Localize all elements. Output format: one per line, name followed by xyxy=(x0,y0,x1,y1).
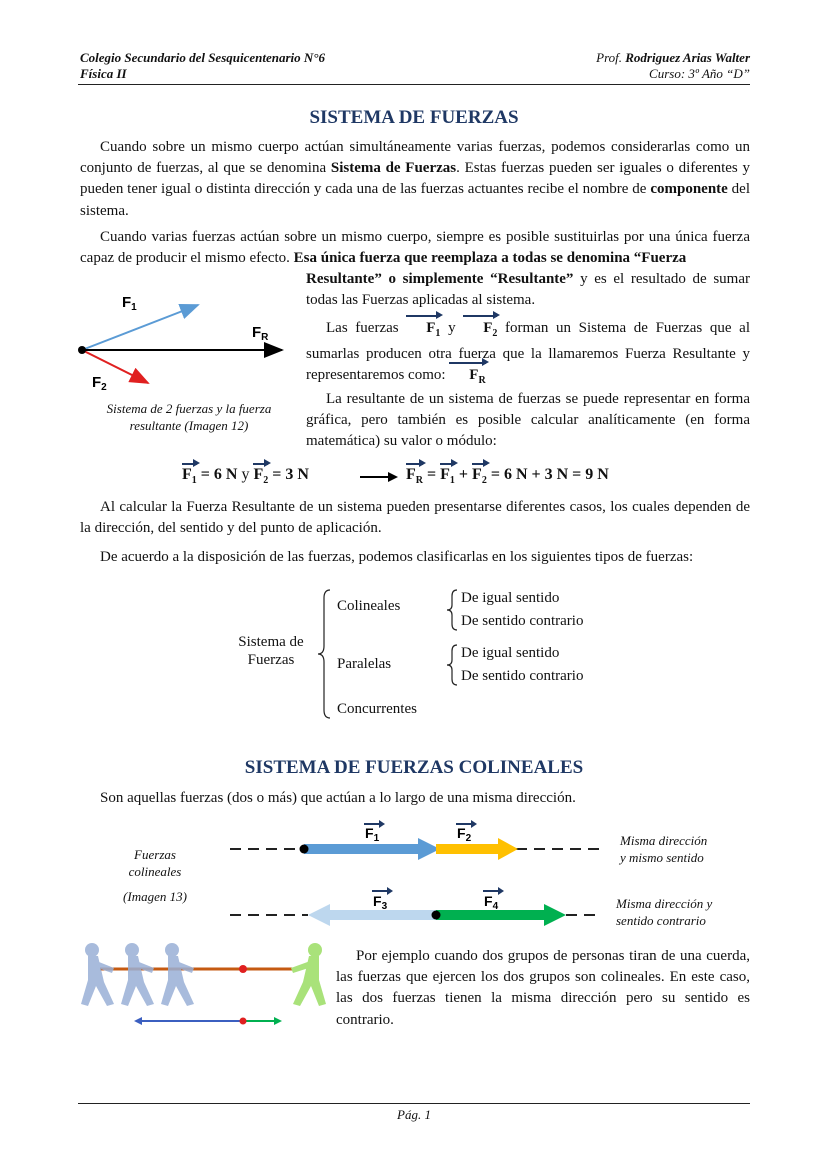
paragraph-6: De acuerdo a la disposición de las fuerzas, podemos clasificarlas en los siguientes tipos de fuerzas: xyxy=(100,549,694,565)
tree-col-igual: De igual sentido xyxy=(461,590,560,606)
footer-rule xyxy=(78,1103,750,1104)
figure13-right-label-2: Misma dirección y sentido contrario xyxy=(616,896,713,928)
svg-text:F2: $F_2$ xyxy=(457,825,472,844)
svg-text:F3: $F_3$ xyxy=(373,893,388,912)
tree-par-contrario: De sentido contrario xyxy=(461,668,584,684)
tug-of-war-illustration xyxy=(80,938,330,1030)
school-name: Colegio Secundario del Sesquicentenario N°6 xyxy=(80,50,325,65)
figure13-left-label: Fuerzas colineales (Imagen 13) xyxy=(123,847,187,904)
left-team-icon xyxy=(81,943,194,1006)
arrow-f1 xyxy=(82,305,198,350)
label-f2: $F_2$ xyxy=(92,374,107,393)
tree-brace-colineales xyxy=(444,588,460,632)
vector-fr: $F_R$ xyxy=(449,365,485,391)
label-f1: $F_1$ xyxy=(122,294,137,313)
right-team-icon xyxy=(291,943,326,1006)
page-number: Pág. 1 xyxy=(397,1107,431,1122)
tree-par-igual: De igual sentido xyxy=(461,645,560,661)
paragraph-2-start: Cuando varias fuerzas actúan sobre un mismo cuerpo, siempre es posible sustituirlas por una única fuerza capaz de producir el mismo efecto. Esa única fuerza que reemplaza a todas se denomina “Fuerza xyxy=(80,229,750,267)
paragraph-colineales-intro: Son aquellas fuerzas (dos o más) que actúan a lo largo de una misma dirección. xyxy=(100,790,576,806)
paragraph-2-end: Resultante” o simplemente “Resultante” y es el resultado de sumar todas las Fuerzas aplicadas al sistema. xyxy=(306,271,750,309)
application-point xyxy=(78,346,86,354)
tree-brace-paralelas xyxy=(444,643,460,687)
figure-colinear-forces xyxy=(228,818,603,928)
section-title-sistema-fuerzas: SISTEMA DE FUERZAS xyxy=(309,107,519,128)
course: 3º Año “D” xyxy=(688,66,750,81)
equation-values: $F_1 = 6$ N y $F_2 = 3$ N xyxy=(182,466,309,487)
header-right xyxy=(596,50,750,82)
vector-f1: $F_1$ xyxy=(406,318,440,344)
paragraph-3: Las fuerzas $F_1$ y $F_2$ forman un Sistema de Fuerzas que al sumarlas producen otra fuerza que la llamaremos Fuerza Resultante y representaremos como: $F_R$ xyxy=(306,318,750,392)
tree-col-contrario: De sentido contrario xyxy=(461,613,584,629)
figure-force-system xyxy=(70,285,300,395)
tree-brace-main xyxy=(316,588,336,720)
paragraph-tug-example: Por ejemplo cuando dos grupos de personas tiran de una cuerda, las fuerzas que ejercen los dos grupos son colineales. En este caso, las dos fuerzas tienen la misma dirección pero su sentido es contrario. xyxy=(336,948,750,1028)
paragraph-5: Al calcular la Fuerza Resultante de un sistema pueden presentarse diferentes casos, los cuales dependen de la dirección, del sentido y del punto de aplicación. xyxy=(80,499,750,537)
subject-name: Física II xyxy=(80,66,127,81)
header-left xyxy=(80,50,325,82)
tree-root: Sistema de Fuerzas xyxy=(238,634,304,668)
prof-prefix: Prof. xyxy=(596,50,626,65)
figure12-caption: Sistema de 2 fuerzas y la fuerza resultante (Imagen 12) xyxy=(106,401,272,433)
label-fr: $F_R$ xyxy=(252,324,269,343)
section-title-colineales: SISTEMA DE FUERZAS COLINEALES xyxy=(244,757,584,778)
arrow-f4-colinear xyxy=(436,904,566,926)
arrow-f2-colinear xyxy=(436,838,518,860)
paragraph-1: Cuando sobre un mismo cuerpo actúan simultáneamente varias fuerzas, podemos considerarlas como un conjunto de fuerzas, al que se denomina Sistema de Fuerzas. Estas fuerzas pueden ser iguales o diferentes y pueden tener igual o distinta dirección y cada una de las fuerzas actuantes recibe el nombre de componente del sistema. xyxy=(80,139,751,219)
implies-arrow xyxy=(358,470,400,484)
tree-concurrentes: Concurrentes xyxy=(337,701,417,717)
arrow-f3-colinear xyxy=(308,904,436,926)
vector-f2: $F_2$ xyxy=(463,318,497,344)
arrow-f1-colinear xyxy=(304,838,440,860)
tree-paralelas: Paralelas xyxy=(337,656,392,672)
equation-result: $F_R = F_1 + F_2 = 6$ N + 3 N = 9 N xyxy=(406,466,609,487)
figure13-right-label-1: Misma dirección y mismo sentido xyxy=(620,833,708,865)
prof-name: Rodriguez Arias Walter xyxy=(625,50,750,65)
tree-colineales: Colineales xyxy=(337,598,401,614)
paragraph-4: La resultante de un sistema de fuerzas se puede representar en forma gráfica, pero también es posible calcular analíticamente (en forma matemática) su valor o módulo: xyxy=(306,391,750,450)
header-rule xyxy=(78,84,750,85)
course-prefix: Curso: xyxy=(649,66,689,81)
svg-text:F1: $F_1$ xyxy=(365,825,380,844)
svg-text:F4: $F_4$ xyxy=(484,893,499,912)
